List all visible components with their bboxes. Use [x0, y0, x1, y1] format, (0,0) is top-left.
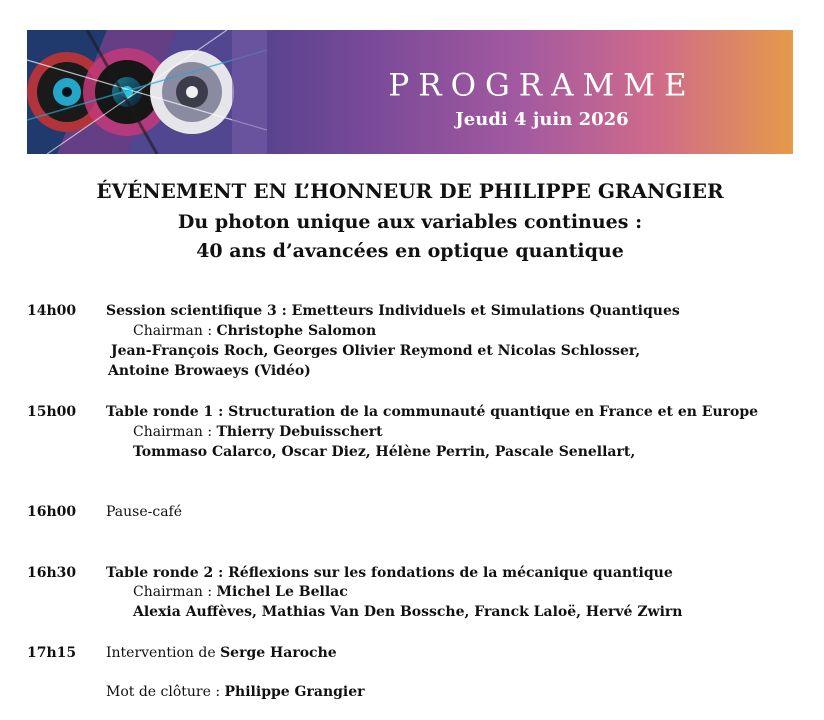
session-title: Table ronde 1 : Structuration de la communauté quantique en France et en Europe: [106, 404, 759, 420]
chair-label: Chairman :: [133, 584, 217, 600]
session-chair: [133, 585, 348, 599]
session-title: Table ronde 2 : Réflexions sur les fondations de la mécanique quantique: [106, 565, 673, 581]
session-time: 15h00: [27, 404, 77, 420]
chair-label: Chairman :: [133, 323, 217, 339]
abstract-optics-art-icon: [27, 30, 267, 154]
chair-name: Thierry Debuisschert: [216, 424, 383, 440]
session-speakers: Antoine Browaeys (Vidéo): [108, 363, 311, 379]
session-chair: [133, 425, 383, 439]
session-title: Pause-café: [106, 504, 183, 520]
banner-title: PROGRAMME: [388, 67, 696, 104]
closing-speaker: Philippe Grangier: [224, 684, 365, 700]
session-title: Session scientifique 3 : Emetteurs Individuels et Simulations Quantiques: [106, 303, 680, 319]
session-time: 16h00: [27, 504, 77, 520]
intervention-label: Intervention de: [106, 645, 221, 661]
header-banner: [27, 30, 793, 154]
chair-name: Christophe Salomon: [216, 323, 377, 339]
banner-date: Jeudi 4 juin 2026: [455, 109, 629, 130]
session-chair: [133, 324, 376, 338]
chair-name: Michel Le Bellac: [216, 584, 348, 600]
session-time: 17h15: [27, 645, 77, 661]
event-subtitle-line-1: Du photon unique aux variables continues :: [177, 211, 643, 233]
event-title: ÉVÉNEMENT EN L’HONNEUR DE PHILIPPE GRANGIER: [96, 179, 724, 203]
session-time: 16h30: [27, 565, 77, 581]
session-speakers: Alexia Auffèves, Mathias Van Den Bossche, Franck Laloë, Hervé Zwirn: [133, 604, 683, 620]
session-speakers: Tommaso Calarco, Oscar Diez, Hélène Perrin, Pascale Senellart,: [133, 444, 636, 460]
session-time: 14h00: [27, 303, 77, 319]
event-subtitle-line-2: 40 ans d’avancées en optique quantique: [196, 240, 624, 262]
closing-label: Mot de clôture :: [106, 684, 225, 700]
closing-remarks: [106, 685, 365, 699]
chair-label: Chairman :: [133, 424, 217, 440]
session-speakers: Jean-François Roch, Georges Olivier Reymond et Nicolas Schlosser,: [111, 343, 641, 359]
intervention-speaker: Serge Haroche: [220, 645, 337, 661]
intervention: [106, 646, 337, 660]
